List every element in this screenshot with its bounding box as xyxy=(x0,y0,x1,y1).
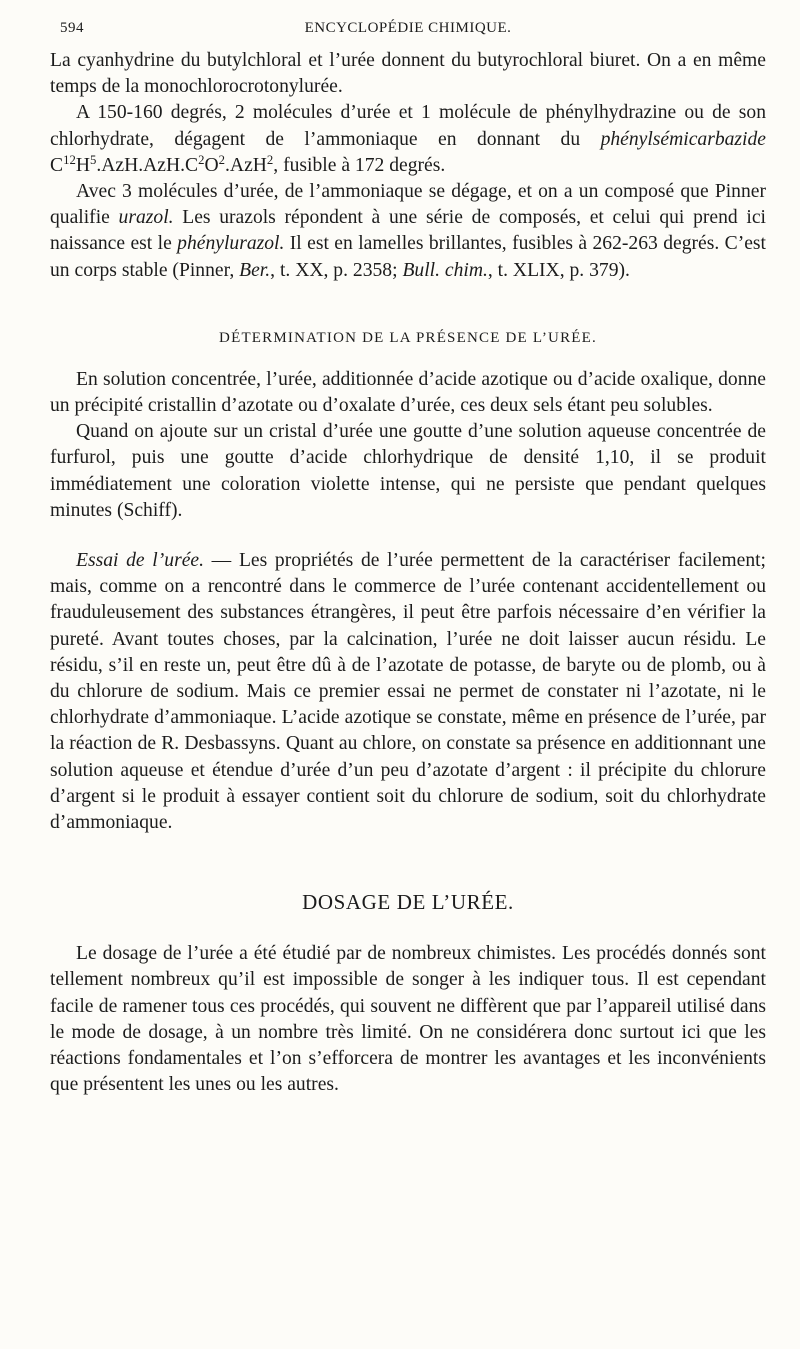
paragraph-solution-concentree: En solution concentrée, l’urée, additionnée d’acide azotique ou d’acide oxalique, donne un précipité cristallin d’azotate ou d’oxalate d’urée, ces deux sels étant peu solubles. xyxy=(50,368,766,417)
paragraph-butylchloral: La cyanhydrine du butylchloral et l’urée donnent du butyrochloral biuret. On a en même temps de la monochlorocrotonylurée. xyxy=(50,50,766,98)
page-number: 594 xyxy=(60,20,84,36)
paragraph-essai: Essai de l’urée. — Les propriétés de l’urée permettent de la caractériser facilement; mais, comme on a rencontré dans le commerce de l’urée contenant accidentellement ou frauduleusement des substances étrangères, il peut être parfois nécessaire d’en vérifier la pureté. Avant toutes choses, par la calcination, l’urée ne doit laisser aucun résidu. Le résidu, s’il en reste un, peut être dû à de l’azotate de potasse, de baryte ou de plomb, ou à du chlorure de sodium. Mais ce premier essai ne permet de constater ni l’azotate, ni le chlorhydrate d’ammoniaque. L’acide azotique se constate, même en présence de l’urée, par la réaction de R. Desbassyns. Quant au chlore, on constate sa présence en additionnant une solution aqueuse et étendue d’urée d’un peu d’azotate d’argent : il précipite du chlorure d’argent si le produit à essayer contient soit du chlorure de sodium, soit du chlorhydrate d’ammoniaque. xyxy=(50,550,766,834)
essai-title: Essai de l’urée. xyxy=(76,550,204,572)
term-phenylsemicarbazide: phénylsémicarbazide xyxy=(600,128,766,150)
paragraph-urazol: Avec 3 molécules d’urée, de l’ammoniaque se dégage, et on a un composé que Pinner qualifie urazol. Les urazols répondent à une série de composés, et celui qui prend ici naissance est le phénylurazol. Il est en lamelles brillantes, fusibles à 262-263 degrés. C’est un corps stable (Pinner, Ber., t. XX, p. 2358; Bull. chim., t. XLIX, p. 379). xyxy=(50,181,766,281)
term-phenylurazol: phénylurazol. xyxy=(177,233,285,255)
paragraph-dosage: Le dosage de l’urée a été étudié par de nombreux chimistes. Les procédés donnés sont tellement nombreux qu’il est impossible de songer à les indiquer tous. Il est cependant facile de ramener tous ces procédés, qui souvent ne diffèrent que par l’appareil utilisé dans le mode de dosage, à un nombre très limité. On ne considérera donc surtout ici que les réactions fondamentales et l’on s’efforcera de montrer les avantages et les inconvénients que présentent les unes ou les autres. xyxy=(50,943,766,1096)
paragraph-furfurol: Quand on ajoute sur un cristal d’urée une goutte d’une solution aqueuse concentrée de furfurol, puis une goutte d’acide chlorhydrique de densité 1,10, il se produit immédiatement une coloration violette intense, qui ne persiste que pendant quelques minutes (Schiff). xyxy=(50,421,766,521)
term-urazol: urazol. xyxy=(118,207,174,229)
reference-ber: Ber. xyxy=(239,259,271,281)
chemical-formula: $C^{12}H^5.AzH.AzH.C^2O^2.AzH^2$ xyxy=(50,152,274,176)
reference-bull-chim: Bull. chim. xyxy=(402,259,488,281)
paragraph-phenylhydrazine: A 150-160 degrés, 2 molécules d’urée et 1 molécule de phénylhydrazine ou de son chlorhydrate, dégagent de l’ammoniaque en donnant du phénylsémicarbazide $C^{12}H^5.AzH.AzH.C^2O^2.AzH^2$, fusible à 172 degrés. xyxy=(50,102,766,176)
section-heading-determination: DÉTERMINATION DE LA PRÉSENCE DE L’URÉE. xyxy=(219,329,597,346)
running-title: ENCYCLOPÉDIE CHIMIQUE. xyxy=(304,20,512,36)
running-header xyxy=(50,18,766,48)
section-title-dosage: DOSAGE DE L’URÉE. xyxy=(302,890,514,915)
